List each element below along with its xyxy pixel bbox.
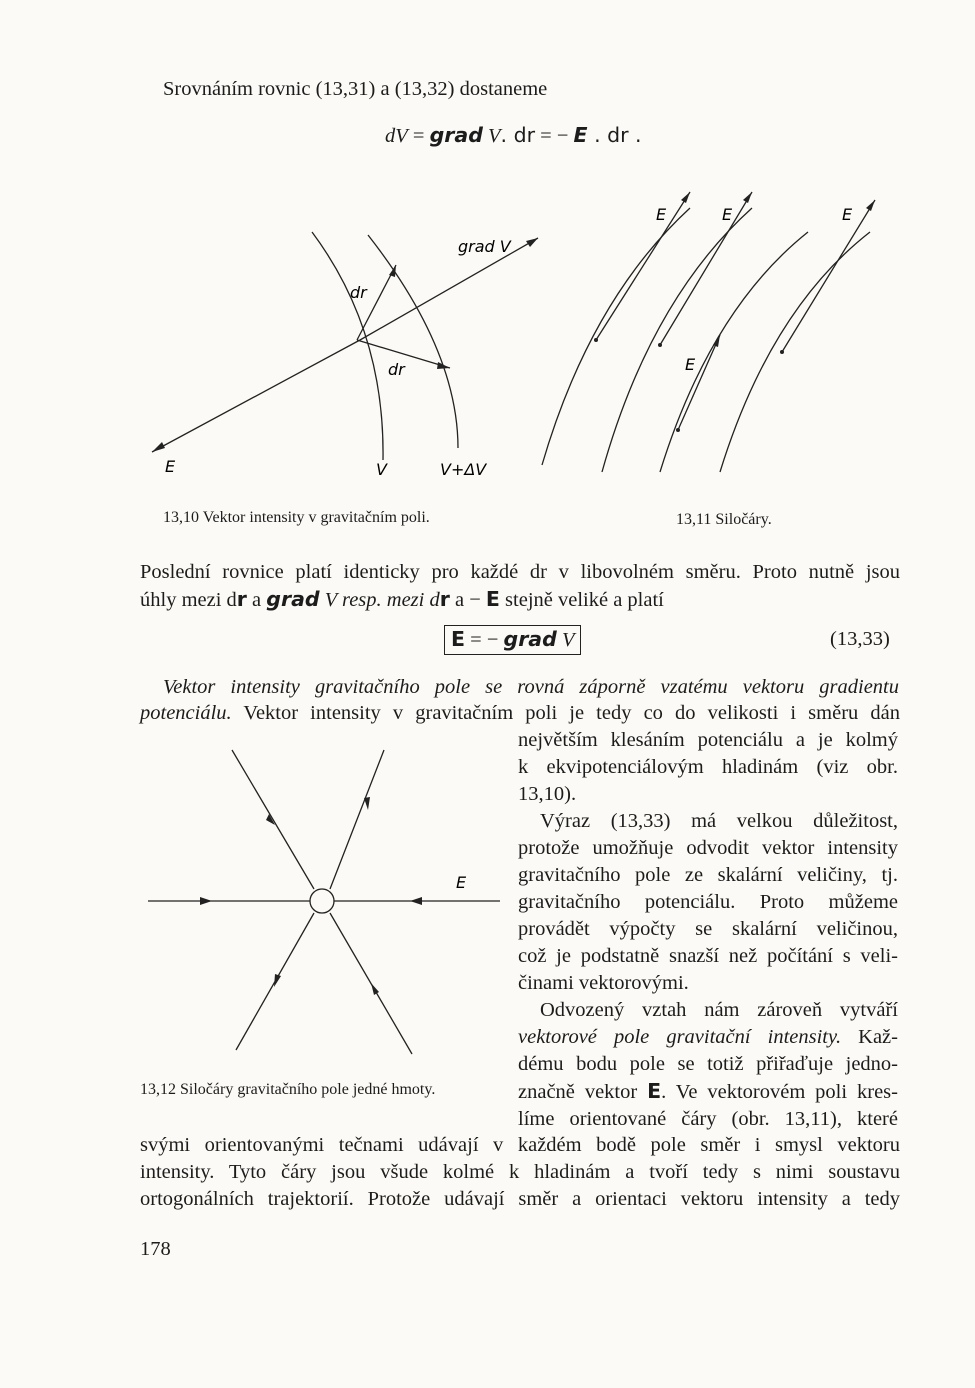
tangent-arrowhead-1	[681, 192, 690, 203]
arrow-lr	[371, 983, 379, 995]
figure-13-10	[140, 180, 540, 490]
arrow-ll	[274, 974, 281, 987]
para2-line2: potenciálu. Vektor intensity v gravitačním poli je tedy co do velikosti i směru dán	[140, 702, 900, 724]
tangent-arrowhead-3	[713, 335, 720, 347]
rc-line: gravitačního pole ze skalární veličiny, tj.	[518, 864, 898, 886]
bottom-paragraph	[140, 1132, 900, 1213]
field-line-2	[602, 208, 752, 472]
bottom-line: svými orientovanými tečnami udávají v každém bodě pole směr i smysl vektoru	[140, 1134, 900, 1156]
mass-circle	[310, 889, 334, 913]
grad-v-line	[360, 238, 538, 340]
field-line-ur	[330, 750, 384, 889]
rc-line: protože umožňuje odvodit vektor intensity	[518, 837, 898, 859]
equation-dv: dV = grad V. dr = − E . dr .	[385, 123, 642, 147]
dr-vector-1	[357, 265, 396, 340]
equation-e-grad-v: E = − grad V	[444, 625, 581, 655]
v-dv-label: V+ΔV	[440, 460, 487, 479]
rc-line: provádět výpočty se skalární veličinou,	[518, 918, 898, 940]
tangent-arrowhead-4	[866, 200, 875, 211]
dr-label-1: dr	[350, 283, 367, 302]
page-number: 178	[140, 1238, 171, 1260]
para1-line1: Poslední rovnice platí identicky pro každé dr v libovolném směru. Proto nutně jsou	[140, 561, 900, 583]
rc-line: Výraz (13,33) má velkou důležitost,	[540, 810, 898, 832]
intro-line: Srovnáním rovnic (13,31) a (13,32) dostaneme	[163, 78, 548, 100]
e-vector-line	[152, 340, 360, 452]
tangent-point-3	[676, 428, 680, 432]
caption-13-11: 13,11 Siločáry.	[676, 511, 772, 528]
arrow-right	[410, 897, 422, 905]
tangent-point-4	[780, 350, 784, 354]
tangent-3	[678, 335, 720, 430]
caption-13-10: 13,10 Vektor intensity v gravitačním poli.	[163, 509, 430, 526]
field-line-4	[720, 232, 870, 472]
tangent-2	[660, 192, 752, 345]
caption-13-12: 13,12 Siločáry gravitačního pole jedné hmoty.	[140, 1081, 436, 1098]
e-arrowhead	[152, 442, 165, 452]
e-label: E	[165, 457, 176, 476]
rc-line: k ekvipotenciálovým hladinám (viz obr.	[518, 756, 898, 778]
e-label-1: E	[656, 205, 667, 224]
rc-line: líme orientované čáry (obr. 13,11), které	[518, 1108, 898, 1130]
v-label: V	[376, 460, 387, 479]
para1-line2: úhly mezi dr a grad V resp. mezi dr a − E stejně veliké a platí	[140, 587, 664, 611]
rc-line: Odvozený vztah nám zároveň vytváří	[540, 999, 898, 1021]
arrow-left	[200, 897, 212, 905]
tangent-point-2	[658, 343, 662, 347]
e-label-2: E	[722, 205, 733, 224]
rc-line: gravitačního potenciálu. Proto můžeme	[518, 891, 898, 913]
rc-line: což je podstatně snazší než počítání s veli-	[518, 945, 898, 967]
rc-line: největším klesáním potenciálu a je kolmý	[518, 729, 898, 751]
field-line-ul	[232, 750, 314, 889]
arrow-ur	[364, 797, 370, 810]
tangent-point-1	[594, 338, 598, 342]
rc-line: dému bodu pole se totiž přiřaďuje jedno-	[518, 1053, 898, 1075]
e-label: E	[456, 873, 467, 892]
field-line-lr	[330, 913, 412, 1054]
dr-label-2: dr	[388, 360, 405, 379]
bottom-line: ortogonálních trajektorií. Protože udávají směr a orientaci vektoru intensity a tedy	[140, 1188, 900, 1210]
right-column	[518, 727, 898, 1133]
e-label-4: E	[685, 355, 696, 374]
field-line-3	[660, 232, 808, 472]
rc-line: značně vektor E. Ve vektorovém poli kres-	[518, 1079, 898, 1103]
bottom-line: intensity. Tyto čáry jsou všude kolmé k hladinám a tvoří tedy s nimi soustavu	[140, 1161, 900, 1183]
rc-line: vektorové pole gravitační intensity. Kaž-	[518, 1026, 898, 1048]
rc-line: činami vektorovými.	[518, 972, 689, 994]
tangent-arrowhead-2	[743, 192, 752, 203]
tangent-4	[782, 200, 875, 352]
para2-line1: Vektor intensity gravitačního pole se rovná záporně vzatému vektoru gradientu	[163, 676, 899, 698]
figure-13-11	[530, 180, 890, 480]
e-label-3: E	[842, 205, 853, 224]
rc-line: 13,10).	[518, 783, 577, 805]
grad-v-label: grad V	[458, 237, 511, 256]
dr-arrowhead-1	[389, 265, 396, 277]
figure-13-12	[140, 740, 510, 1060]
equation-number: (13,33)	[830, 628, 890, 650]
dr-arrowhead-2	[437, 362, 450, 369]
